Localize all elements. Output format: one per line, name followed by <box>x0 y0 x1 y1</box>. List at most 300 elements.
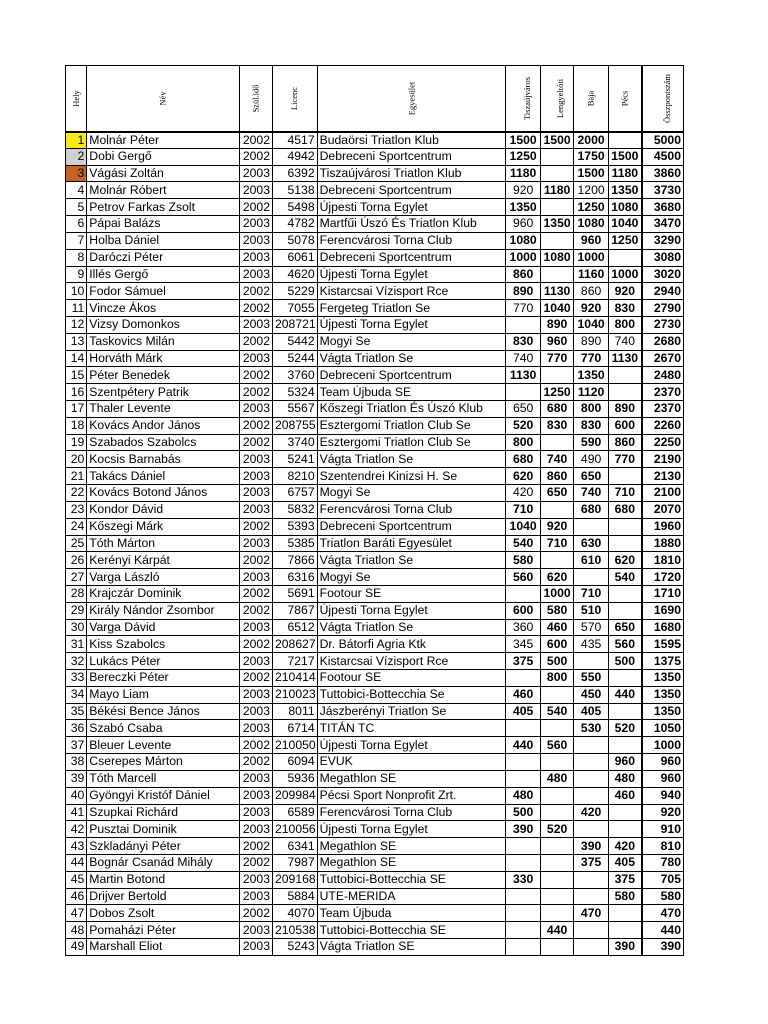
header-race-3: Baja <box>574 66 609 132</box>
race-1-points: 710 <box>506 501 541 518</box>
race-1-points: 600 <box>506 602 541 619</box>
table-row <box>66 182 684 199</box>
table-row <box>66 787 684 804</box>
race-3-points: 630 <box>574 535 609 552</box>
race-2-points: 540 <box>540 703 573 720</box>
table-row <box>66 653 684 670</box>
race-4-points: 1000 <box>608 266 641 283</box>
name-cell: Marshall Eliot <box>87 939 239 956</box>
race-3-points: 435 <box>574 636 609 653</box>
rank-cell: 1 <box>66 132 87 149</box>
club-cell: UTE-MERIDA <box>317 888 506 905</box>
race-2-points: 560 <box>540 737 573 754</box>
club-cell: Footour SE <box>317 585 506 602</box>
race-4-points <box>608 535 641 552</box>
rank-cell: 8 <box>66 249 87 266</box>
birth-year-cell: 2003 <box>239 501 272 518</box>
race-2-points: 500 <box>540 653 573 670</box>
header-race-2: Lengyeltóti <box>540 66 573 132</box>
race-4-points: 1040 <box>608 216 641 233</box>
total-points: 1810 <box>642 552 684 569</box>
name-cell: Békési Bence János <box>87 703 239 720</box>
license-cell: 210414 <box>272 670 317 687</box>
total-points: 810 <box>642 838 684 855</box>
race-1-points: 1500 <box>506 132 541 149</box>
name-cell: Molnár Róbert <box>87 182 239 199</box>
total-points: 1960 <box>642 518 684 535</box>
race-1-points: 770 <box>506 300 541 317</box>
race-2-points <box>540 787 573 804</box>
total-points: 3080 <box>642 249 684 266</box>
club-cell: Mogyi Se <box>317 485 506 502</box>
race-3-points: 375 <box>574 854 609 871</box>
table-row <box>66 165 684 182</box>
birth-year-cell: 2003 <box>239 787 272 804</box>
club-cell: Tuttobici-Bottecchia Se <box>317 686 506 703</box>
race-2-points: 650 <box>540 485 573 502</box>
race-3-points: 530 <box>574 720 609 737</box>
club-cell: Kőszegi Triatlon És Úszó Klub <box>317 401 506 418</box>
race-1-points: 440 <box>506 737 541 754</box>
birth-year-cell: 2003 <box>239 451 272 468</box>
name-cell: Szupkai Richárd <box>87 804 239 821</box>
table-row <box>66 737 684 754</box>
race-4-points: 960 <box>608 754 641 771</box>
header-total: Összpontszám <box>642 66 684 132</box>
name-cell: Kocsis Barnabás <box>87 451 239 468</box>
race-1-points: 650 <box>506 401 541 418</box>
race-1-points: 480 <box>506 787 541 804</box>
license-cell: 7055 <box>272 300 317 317</box>
race-1-points: 860 <box>506 266 541 283</box>
race-1-points <box>506 316 541 333</box>
club-cell: Debreceni Sportcentrum <box>317 249 506 266</box>
club-cell: Team Újbuda SE <box>317 384 506 401</box>
total-points: 1680 <box>642 619 684 636</box>
total-points: 390 <box>642 939 684 956</box>
license-cell: 6757 <box>272 485 317 502</box>
club-cell: Team Újbuda <box>317 905 506 922</box>
race-1-points: 620 <box>506 468 541 485</box>
race-4-points: 770 <box>608 451 641 468</box>
race-3-points <box>574 888 609 905</box>
license-cell: 5936 <box>272 770 317 787</box>
name-cell: Drijver Bertold <box>87 888 239 905</box>
total-points: 1375 <box>642 653 684 670</box>
name-cell: Varga László <box>87 569 239 586</box>
name-cell: Kovács Botond János <box>87 485 239 502</box>
table-row <box>66 939 684 956</box>
birth-year-cell: 2002 <box>239 148 272 165</box>
name-cell: Szabó Csaba <box>87 720 239 737</box>
birth-year-cell: 2002 <box>239 838 272 855</box>
race-1-points: 560 <box>506 569 541 586</box>
race-1-points <box>506 905 541 922</box>
race-1-points: 960 <box>506 216 541 233</box>
table-row <box>66 602 684 619</box>
table-row <box>66 367 684 384</box>
total-points: 2370 <box>642 384 684 401</box>
club-cell: Mogyi Se <box>317 569 506 586</box>
race-4-points <box>608 905 641 922</box>
race-2-points: 680 <box>540 401 573 418</box>
race-4-points: 1250 <box>608 232 641 249</box>
license-cell: 210538 <box>272 922 317 939</box>
birth-year-cell: 2003 <box>239 569 272 586</box>
rank-cell: 38 <box>66 754 87 771</box>
rank-cell: 2 <box>66 148 87 165</box>
table-row <box>66 922 684 939</box>
license-cell: 5229 <box>272 283 317 300</box>
club-cell: EVUK <box>317 754 506 771</box>
license-cell: 5567 <box>272 401 317 418</box>
total-points: 3290 <box>642 232 684 249</box>
rank-cell: 6 <box>66 216 87 233</box>
race-4-points <box>608 249 641 266</box>
race-2-points <box>540 148 573 165</box>
race-2-points: 710 <box>540 535 573 552</box>
rank-cell: 28 <box>66 585 87 602</box>
race-1-points <box>506 384 541 401</box>
total-points: 705 <box>642 871 684 888</box>
license-cell: 5884 <box>272 888 317 905</box>
birth-year-cell: 2003 <box>239 249 272 266</box>
total-points: 780 <box>642 854 684 871</box>
rank-cell: 25 <box>66 535 87 552</box>
birth-year-cell: 2002 <box>239 585 272 602</box>
total-points: 940 <box>642 787 684 804</box>
birth-year-cell: 2002 <box>239 434 272 451</box>
total-points: 1050 <box>642 720 684 737</box>
rank-cell: 39 <box>66 770 87 787</box>
table-row <box>66 619 684 636</box>
name-cell: Pusztai Dominik <box>87 821 239 838</box>
club-cell: Újpesti Torna Egylet <box>317 199 506 216</box>
rank-cell: 45 <box>66 871 87 888</box>
birth-year-cell: 2002 <box>239 518 272 535</box>
license-cell: 208721 <box>272 316 317 333</box>
table-row <box>66 451 684 468</box>
table-row <box>66 636 684 653</box>
rank-cell: 40 <box>66 787 87 804</box>
total-points: 1710 <box>642 585 684 602</box>
license-cell: 7867 <box>272 602 317 619</box>
name-cell: Gyöngyi Kristóf Dániel <box>87 787 239 804</box>
race-1-points: 920 <box>506 182 541 199</box>
race-4-points: 890 <box>608 401 641 418</box>
license-cell: 5324 <box>272 384 317 401</box>
total-points: 440 <box>642 922 684 939</box>
race-1-points <box>506 838 541 855</box>
race-3-points <box>574 770 609 787</box>
rank-cell: 19 <box>66 434 87 451</box>
license-cell: 4942 <box>272 148 317 165</box>
license-cell: 210023 <box>272 686 317 703</box>
birth-year-cell: 2003 <box>239 871 272 888</box>
license-cell: 210050 <box>272 737 317 754</box>
name-cell: Pomaházi Péter <box>87 922 239 939</box>
birth-year-cell: 2003 <box>239 939 272 956</box>
total-points: 2940 <box>642 283 684 300</box>
rank-cell: 36 <box>66 720 87 737</box>
race-2-points: 1040 <box>540 300 573 317</box>
rank-cell: 7 <box>66 232 87 249</box>
race-1-points: 890 <box>506 283 541 300</box>
race-4-points: 1350 <box>608 182 641 199</box>
club-cell: Pécsi Sport Nonprofit Zrt. <box>317 787 506 804</box>
race-4-points: 860 <box>608 434 641 451</box>
table-row <box>66 854 684 871</box>
race-4-points: 375 <box>608 871 641 888</box>
club-cell: Vágta Triatlon Se <box>317 552 506 569</box>
race-4-points: 740 <box>608 333 641 350</box>
license-cell: 6589 <box>272 804 317 821</box>
race-2-points: 860 <box>540 468 573 485</box>
club-cell: Ferencvárosi Torna Club <box>317 804 506 821</box>
race-2-points: 480 <box>540 770 573 787</box>
race-4-points: 600 <box>608 417 641 434</box>
race-4-points <box>608 602 641 619</box>
name-cell: Bleuer Levente <box>87 737 239 754</box>
total-points: 1000 <box>642 737 684 754</box>
race-2-points: 1080 <box>540 249 573 266</box>
table-row <box>66 283 684 300</box>
table-row <box>66 501 684 518</box>
club-cell: Debreceni Sportcentrum <box>317 148 506 165</box>
race-3-points: 680 <box>574 501 609 518</box>
license-cell: 5442 <box>272 333 317 350</box>
race-3-points: 405 <box>574 703 609 720</box>
total-points: 1595 <box>642 636 684 653</box>
race-2-points: 830 <box>540 417 573 434</box>
race-4-points <box>608 518 641 535</box>
race-1-points: 390 <box>506 821 541 838</box>
race-2-points <box>540 199 573 216</box>
name-cell: Kőszegi Márk <box>87 518 239 535</box>
race-2-points: 460 <box>540 619 573 636</box>
table-row <box>66 670 684 687</box>
club-cell: Újpesti Torna Egylet <box>317 737 506 754</box>
table-row <box>66 535 684 552</box>
race-2-points: 580 <box>540 602 573 619</box>
total-points: 1350 <box>642 703 684 720</box>
race-4-points: 710 <box>608 485 641 502</box>
rank-cell: 14 <box>66 350 87 367</box>
race-2-points <box>540 854 573 871</box>
race-3-points <box>574 821 609 838</box>
table-row <box>66 871 684 888</box>
race-1-points: 1130 <box>506 367 541 384</box>
race-2-points <box>540 165 573 182</box>
race-3-points: 470 <box>574 905 609 922</box>
name-cell: Petrov Farkas Zsolt <box>87 199 239 216</box>
table-row <box>66 754 684 771</box>
license-cell: 5243 <box>272 939 317 956</box>
total-points: 3020 <box>642 266 684 283</box>
birth-year-cell: 2002 <box>239 754 272 771</box>
race-4-points: 460 <box>608 787 641 804</box>
club-cell: Újpesti Torna Egylet <box>317 266 506 283</box>
name-cell: Szabados Szabolcs <box>87 434 239 451</box>
birth-year-cell: 2002 <box>239 417 272 434</box>
birth-year-cell: 2003 <box>239 468 272 485</box>
race-3-points <box>574 737 609 754</box>
race-2-points <box>540 266 573 283</box>
license-cell: 4782 <box>272 216 317 233</box>
race-3-points: 590 <box>574 434 609 451</box>
name-cell: Krajczár Dominik <box>87 585 239 602</box>
club-cell: Footour SE <box>317 670 506 687</box>
name-cell: Kerényi Kárpát <box>87 552 239 569</box>
rank-cell: 9 <box>66 266 87 283</box>
table-row <box>66 216 684 233</box>
total-points: 2130 <box>642 468 684 485</box>
race-4-points: 650 <box>608 619 641 636</box>
race-2-points: 1180 <box>540 182 573 199</box>
name-cell: Tóth Marcell <box>87 770 239 787</box>
license-cell: 7987 <box>272 854 317 871</box>
race-4-points: 830 <box>608 300 641 317</box>
rank-cell: 10 <box>66 283 87 300</box>
table-row <box>66 770 684 787</box>
rank-cell: 33 <box>66 670 87 687</box>
club-cell: Budaörsi Triatlon Klub <box>317 132 506 149</box>
race-3-points: 960 <box>574 232 609 249</box>
total-points: 2260 <box>642 417 684 434</box>
club-cell: Vágta Triatlon Se <box>317 350 506 367</box>
table-row <box>66 249 684 266</box>
license-cell: 6341 <box>272 838 317 855</box>
race-3-points: 860 <box>574 283 609 300</box>
license-cell: 6392 <box>272 165 317 182</box>
race-3-points: 1160 <box>574 266 609 283</box>
race-2-points: 1500 <box>540 132 573 149</box>
club-cell: Kistarcsai Vízisport Rce <box>317 653 506 670</box>
name-cell: Vincze Ákos <box>87 300 239 317</box>
race-3-points: 800 <box>574 401 609 418</box>
race-3-points <box>574 787 609 804</box>
name-cell: Péter Benedek <box>87 367 239 384</box>
race-3-points: 2000 <box>574 132 609 149</box>
header-race-4: Pécs <box>608 66 641 132</box>
name-cell: Lukács Péter <box>87 653 239 670</box>
birth-year-cell: 2002 <box>239 384 272 401</box>
license-cell: 6061 <box>272 249 317 266</box>
license-cell: 7217 <box>272 653 317 670</box>
birth-year-cell: 2003 <box>239 888 272 905</box>
club-cell: Debreceni Sportcentrum <box>317 518 506 535</box>
rank-cell: 17 <box>66 401 87 418</box>
race-2-points: 770 <box>540 350 573 367</box>
birth-year-cell: 2002 <box>239 283 272 300</box>
name-cell: Bognár Csanád Mihály <box>87 854 239 871</box>
license-cell: 209168 <box>272 871 317 888</box>
header-born: Szül.idő <box>239 66 272 132</box>
race-1-points: 1080 <box>506 232 541 249</box>
rank-cell: 48 <box>66 922 87 939</box>
race-4-points: 1130 <box>608 350 641 367</box>
race-4-points <box>608 670 641 687</box>
race-4-points <box>608 821 641 838</box>
license-cell: 8210 <box>272 468 317 485</box>
name-cell: Daróczi Péter <box>87 249 239 266</box>
race-1-points: 360 <box>506 619 541 636</box>
rank-cell: 23 <box>66 501 87 518</box>
race-2-points: 960 <box>540 333 573 350</box>
race-1-points: 345 <box>506 636 541 653</box>
club-cell: Martfűi Úszó És Triatlon Klub <box>317 216 506 233</box>
table-row <box>66 132 684 149</box>
license-cell: 6512 <box>272 619 317 636</box>
birth-year-cell: 2002 <box>239 552 272 569</box>
race-3-points: 550 <box>574 670 609 687</box>
race-4-points: 540 <box>608 569 641 586</box>
race-1-points <box>506 922 541 939</box>
total-points: 2680 <box>642 333 684 350</box>
race-1-points <box>506 754 541 771</box>
rank-cell: 31 <box>66 636 87 653</box>
race-2-points <box>540 501 573 518</box>
race-3-points: 490 <box>574 451 609 468</box>
rank-cell: 34 <box>66 686 87 703</box>
license-cell: 209984 <box>272 787 317 804</box>
race-3-points: 650 <box>574 468 609 485</box>
total-points: 2480 <box>642 367 684 384</box>
race-3-points: 390 <box>574 838 609 855</box>
club-cell: Ferencvárosi Torna Club <box>317 232 506 249</box>
race-4-points <box>608 737 641 754</box>
race-4-points: 580 <box>608 888 641 905</box>
birth-year-cell: 2003 <box>239 686 272 703</box>
race-4-points: 480 <box>608 770 641 787</box>
license-cell: 6316 <box>272 569 317 586</box>
race-3-points: 420 <box>574 804 609 821</box>
license-cell: 210056 <box>272 821 317 838</box>
race-3-points: 920 <box>574 300 609 317</box>
race-3-points <box>574 871 609 888</box>
rank-cell: 27 <box>66 569 87 586</box>
race-4-points <box>608 384 641 401</box>
club-cell: Vágta Triatlon SE <box>317 939 506 956</box>
club-cell: Tuttobici-Bottecchia SE <box>317 922 506 939</box>
race-1-points: 500 <box>506 804 541 821</box>
license-cell: 5393 <box>272 518 317 535</box>
club-cell: Újpesti Torna Egylet <box>317 821 506 838</box>
race-4-points: 405 <box>608 854 641 871</box>
race-2-points <box>540 232 573 249</box>
license-cell: 5832 <box>272 501 317 518</box>
race-1-points <box>506 670 541 687</box>
license-cell: 208627 <box>272 636 317 653</box>
race-3-points: 1250 <box>574 199 609 216</box>
race-3-points: 570 <box>574 619 609 636</box>
birth-year-cell: 2002 <box>239 854 272 871</box>
name-cell: Thaler Levente <box>87 401 239 418</box>
birth-year-cell: 2002 <box>239 636 272 653</box>
license-cell: 5385 <box>272 535 317 552</box>
race-4-points <box>608 367 641 384</box>
birth-year-cell: 2002 <box>239 737 272 754</box>
race-4-points: 920 <box>608 283 641 300</box>
race-4-points: 500 <box>608 653 641 670</box>
birth-year-cell: 2003 <box>239 653 272 670</box>
race-1-points: 800 <box>506 434 541 451</box>
table-row <box>66 333 684 350</box>
license-cell: 3760 <box>272 367 317 384</box>
race-3-points: 1040 <box>574 316 609 333</box>
race-1-points: 420 <box>506 485 541 502</box>
table-row <box>66 485 684 502</box>
